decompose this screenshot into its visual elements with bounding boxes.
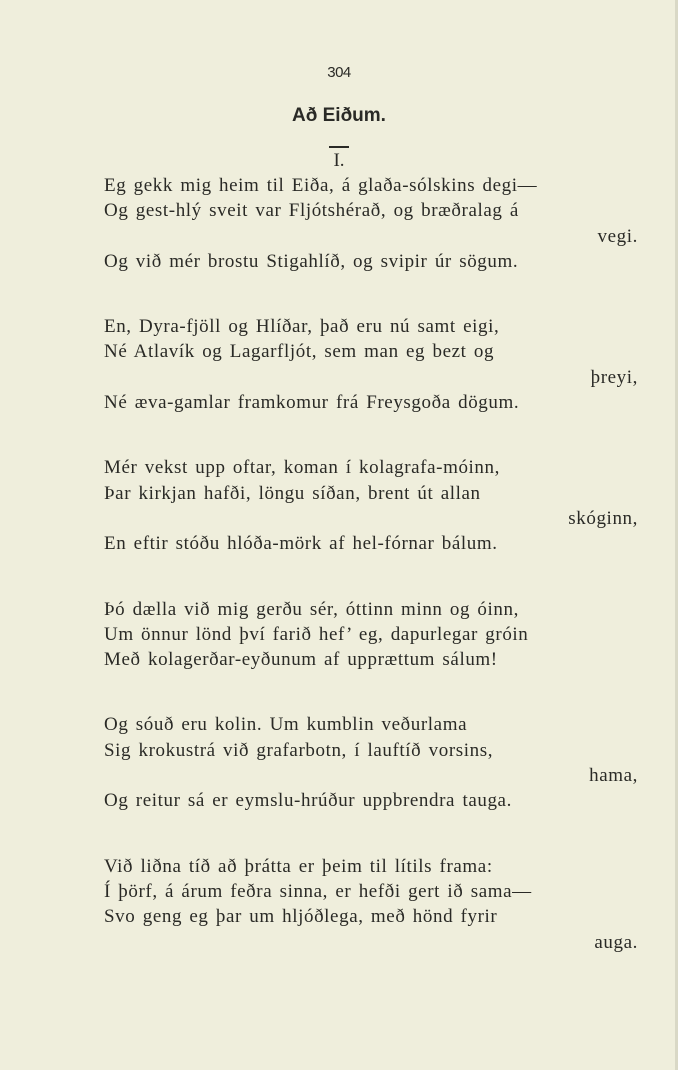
verse-line: Og gest-hlý sveit var Fljótshérað, og bræðralag á bbox=[104, 200, 519, 222]
verse-line: Mér vekst upp oftar, koman í kolagrafa-móinn, bbox=[104, 457, 500, 479]
verse-line: Eg gekk mig heim til Eiða, á glaða-sólskins degi— bbox=[104, 175, 538, 196]
verse-line-continuation: vegi. bbox=[597, 225, 638, 247]
poem-title: Að Eiðum. bbox=[292, 105, 386, 126]
verse-line: Né æva-gamlar framkomur frá Freysgoða dögum. bbox=[104, 392, 520, 414]
verse-line-continuation: hama, bbox=[589, 765, 638, 787]
verse-line-continuation: auga. bbox=[594, 931, 638, 953]
verse-line: Og reitur sá er eymslu-hrúður uppbrendra tauga. bbox=[104, 790, 512, 812]
verse-line: Og sóuð eru kolin. Um kumblin veðurlama bbox=[104, 714, 468, 736]
poem-body bbox=[104, 173, 638, 995]
verse-line: Þó dælla við mig gerðu sér, óttinn minn og óinn, bbox=[104, 598, 519, 620]
verse-line: En eftir stóðu hlóða-mörk af hel-fórnar bálum. bbox=[104, 533, 498, 555]
verse-line-continuation: skóginn, bbox=[568, 507, 638, 529]
stanza bbox=[104, 173, 638, 274]
verse-line: Í þörf, á árum feðra sinna, er hefði gert ið sama— bbox=[104, 880, 532, 902]
verse-line: Þar kirkjan hafði, löngu síðan, brent út allan bbox=[104, 482, 481, 504]
stanza bbox=[104, 597, 638, 673]
section-number: I. bbox=[333, 150, 345, 171]
stanza bbox=[104, 314, 638, 415]
title-divider bbox=[329, 146, 349, 148]
verse-line: Með kolagerðar-eyðunum af upprættum sálum! bbox=[104, 649, 498, 671]
verse-line: Um önnur lönd því farið hef’ eg, dapurlegar gróin bbox=[104, 623, 529, 645]
verse-line: En, Dyra-fjöll og Hlíðar, það eru nú samt eigi, bbox=[104, 316, 500, 338]
stanza bbox=[104, 712, 638, 813]
verse-line-continuation: þreyi, bbox=[590, 366, 638, 388]
stanza bbox=[104, 455, 638, 556]
verse-line: Við liðna tíð að þrátta er þeim til lítils frama: bbox=[104, 855, 493, 877]
stanza bbox=[104, 854, 638, 955]
page-number: 304 bbox=[327, 64, 351, 81]
verse-line: Svo geng eg þar um hljóðlega, með hönd fyrir bbox=[104, 906, 498, 928]
verse-line: Sig krokustrá við grafarbotn, í lauftíð vorsins, bbox=[104, 739, 494, 761]
verse-line: Né Atlavík og Lagarfljót, sem man eg bezt og bbox=[104, 341, 495, 363]
verse-line: Og við mér brostu Stigahlíð, og svipir úr sögum. bbox=[104, 250, 519, 272]
